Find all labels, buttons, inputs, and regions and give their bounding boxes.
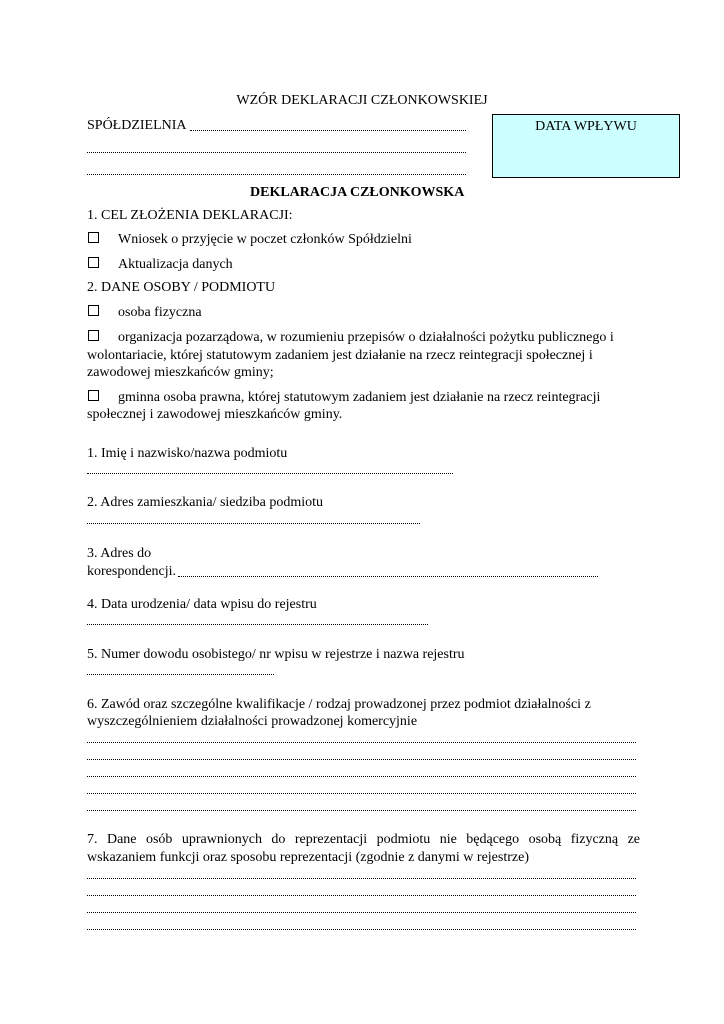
id-number-input[interactable] [87,674,274,675]
field3-label-line2: korespondencji. [87,564,177,579]
occupation-input-line1[interactable] [87,742,636,743]
option-ngo-line1: organizacja pozarządowa, w rozumieniu przepisów o działalności pożytku publicznego i [118,330,614,345]
checkbox-municipal-legal-person[interactable] [88,390,99,401]
document-title: WZÓR DEKLARACJI CZŁONKOWSKIEJ [236,93,488,108]
field7-label-line2: wskazaniem funkcji oraz sposobu reprezentacji (zgodnie z danymi w rejestrze) [87,850,529,865]
occupation-input-line3[interactable] [87,776,636,777]
address-input[interactable] [87,523,420,524]
option-ngo-line2: wolontariacie, której statutowym zadaniem jest działanie na rzecz reintegracji społecznej i [87,348,593,363]
option-data-update: Aktualizacja danych [118,257,233,272]
checkbox-data-update[interactable] [88,257,99,268]
occupation-input-line5[interactable] [87,810,636,811]
birth-date-input[interactable] [87,624,428,625]
occupation-input-line4[interactable] [87,793,636,794]
name-input[interactable] [87,473,453,474]
occupation-input-line2[interactable] [87,759,636,760]
field3-label-line1: 3. Adres do [87,546,152,561]
option-legal-line2: społecznej i zawodowej mieszkańców gminy. [87,407,343,422]
representation-input-line3[interactable] [87,912,636,913]
field5-label: 5. Numer dowodu osobistego/ nr wpisu w rejestrze i nazwa rejestru [87,647,465,662]
field4-label: 4. Data urodzenia/ data wpisu do rejestru [87,597,317,612]
field7-label-line1: 7. Dane osób uprawnionych do reprezentacji podmiotu nie będącego osobą fizyczną ze [87,832,640,847]
date-received-box [492,114,680,178]
checkbox-membership-request[interactable] [88,232,99,243]
declaration-heading: DEKLARACJA CZŁONKOWSKA [250,185,465,200]
correspondence-address-input[interactable] [178,576,598,577]
option-natural-person: osoba fizyczna [118,305,202,320]
cooperative-name-field[interactable] [190,130,466,131]
field2-label: 2. Adres zamieszkania/ siedziba podmiotu [87,495,323,510]
option-membership-request: Wniosek o przyjęcie w poczet członków Spółdzielni [118,232,412,247]
representation-input-line1[interactable] [87,878,636,879]
representation-input-line4[interactable] [87,929,636,930]
checkbox-ngo[interactable] [88,330,99,341]
field6-label-line1: 6. Zawód oraz szczególne kwalifikacje / rodzaj prowadzonej przez podmiot działalności z [87,697,591,712]
cooperative-label: SPÓŁDZIELNIA [87,118,187,133]
option-legal-line1: gminna osoba prawna, której statutowym zadaniem jest działanie na rzecz reintegracji [118,390,601,405]
cooperative-address-field-2[interactable] [87,174,466,175]
section1-title: 1. CEL ZŁOŻENIA DEKLARACJI: [87,208,293,223]
date-received-label: DATA WPŁYWU [535,119,637,134]
cooperative-address-field-1[interactable] [87,152,466,153]
section2-title: 2. DANE OSOBY / PODMIOTU [87,280,276,295]
representation-input-line2[interactable] [87,895,636,896]
checkbox-natural-person[interactable] [88,305,99,316]
field6-label-line2: wyszczególnieniem działalności prowadzonej komercyjnie [87,714,418,729]
field1-label: 1. Imię i nazwisko/nazwa podmiotu [87,446,288,461]
option-ngo-line3: zawodowej mieszkańców gminy; [87,365,274,380]
